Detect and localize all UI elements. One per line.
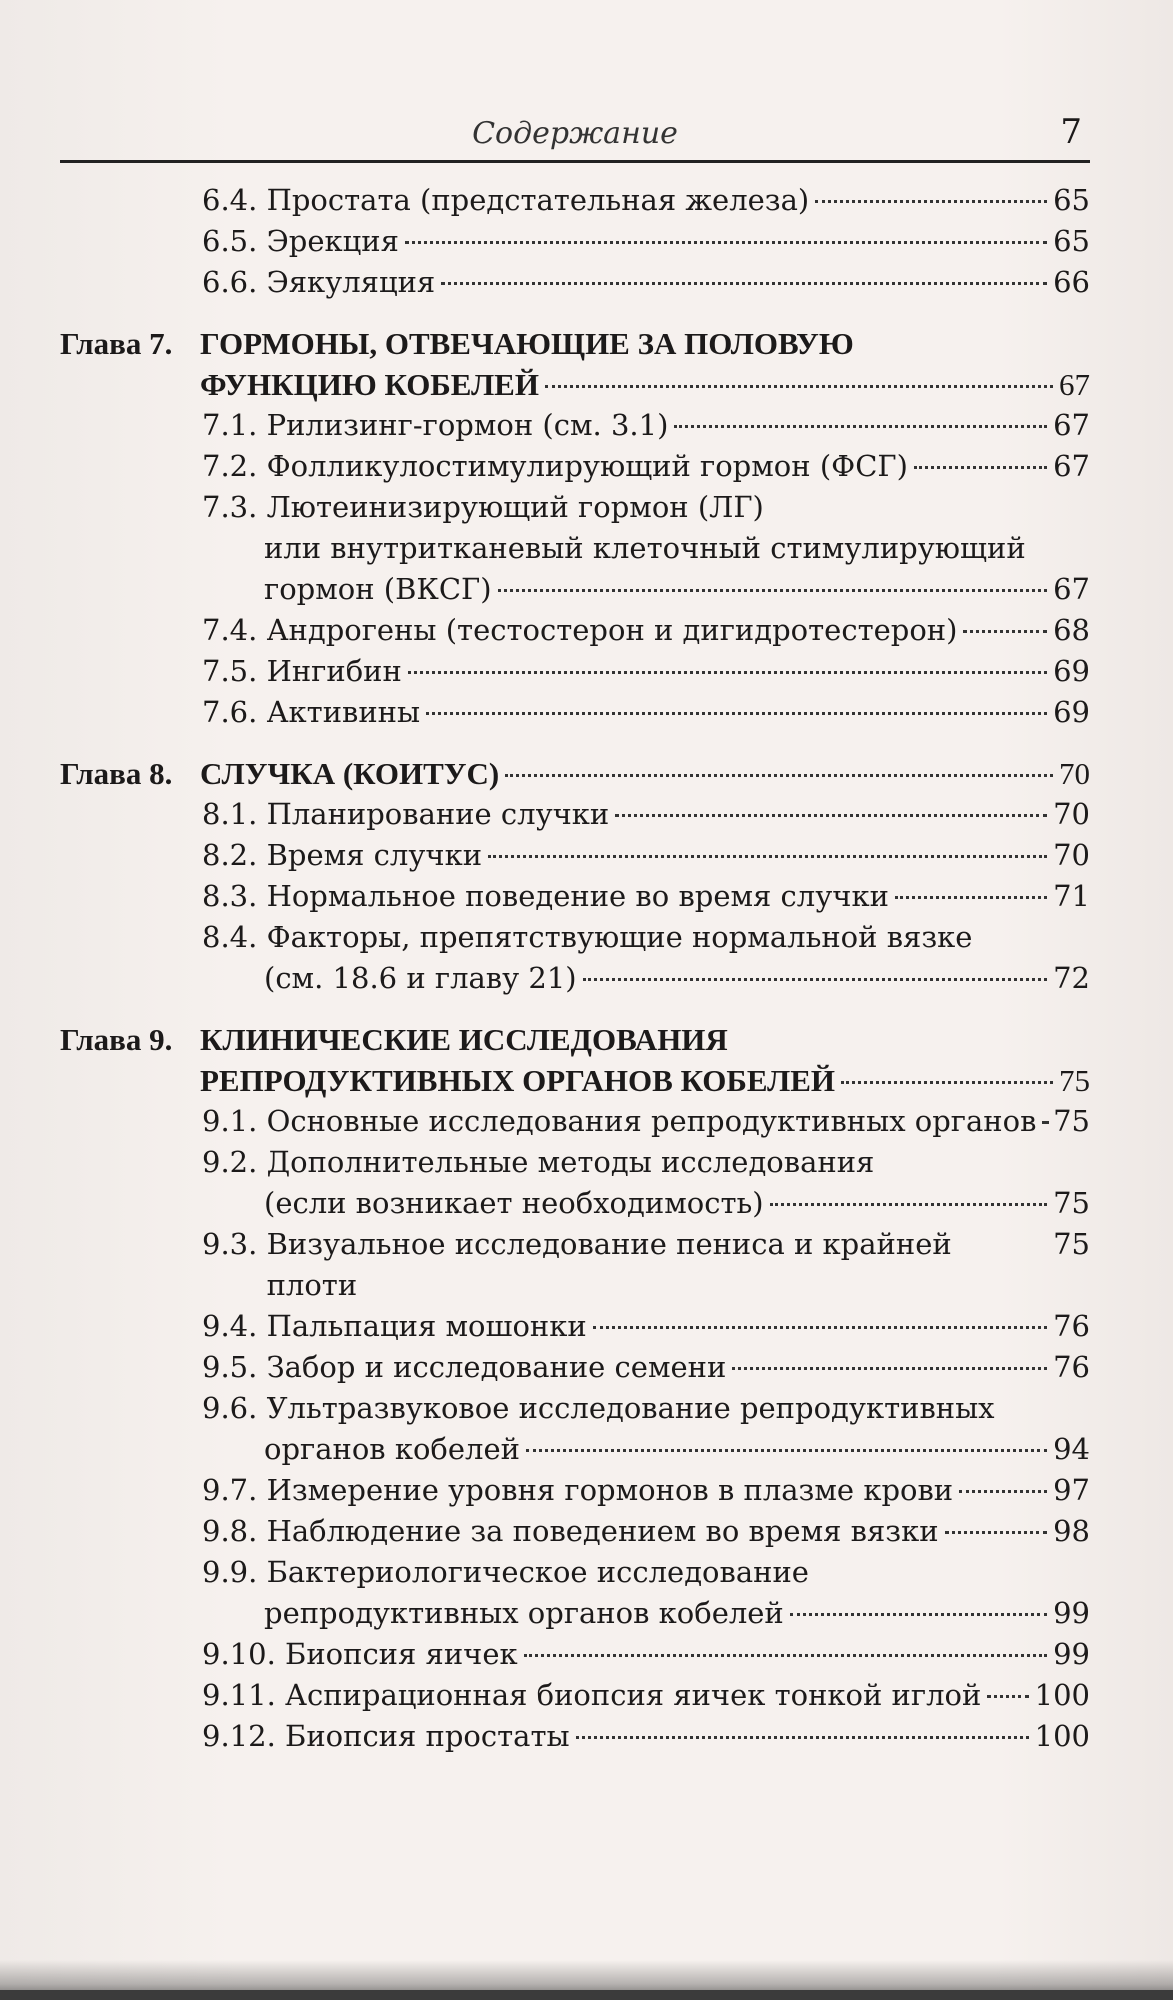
toc-entry-title: Пальпация мошонки bbox=[266, 1309, 587, 1343]
toc-entry bbox=[60, 405, 1090, 446]
toc-entry-num: 7.1. bbox=[202, 408, 258, 442]
toc-entry-page: 75 bbox=[1053, 1104, 1090, 1138]
toc-entry-title: гормон (ВКСГ) bbox=[264, 572, 492, 606]
toc-entry-title: Забор и исследование семени bbox=[266, 1350, 727, 1384]
toc-entry bbox=[60, 1716, 1090, 1757]
toc-entry-title: Измерение уровня гормонов в плазме крови bbox=[266, 1473, 954, 1507]
chapter-heading bbox=[60, 1019, 1090, 1101]
toc-entry-title: Эякуляция bbox=[266, 265, 436, 299]
toc-entry-title: Аспирационная биопсия яичек тонкой иглой bbox=[285, 1678, 982, 1712]
toc-entry-page: 100 bbox=[1034, 1719, 1090, 1753]
toc-entry-title: Рилизинг-гормон (см. 3.1) bbox=[266, 408, 669, 442]
chapter-page: 75 bbox=[1059, 1063, 1090, 1098]
toc-entry-num: 6.4. bbox=[202, 183, 258, 217]
toc-entry-title: репродуктивных органов кобелей bbox=[264, 1596, 784, 1630]
toc-entry-title: Основные исследования репродуктивных органов bbox=[266, 1104, 1037, 1138]
toc-entry bbox=[60, 692, 1090, 733]
toc-entry-page: 69 bbox=[1053, 695, 1090, 729]
toc-entry-num: 8.4. bbox=[202, 920, 258, 954]
toc-entry-title: органов кобелей bbox=[264, 1432, 520, 1466]
toc-entry-title: Бактериологическое исследование bbox=[266, 1555, 809, 1589]
toc-entry-num: 9.5. bbox=[202, 1350, 258, 1384]
toc-entry-page: 75 bbox=[1053, 1186, 1090, 1220]
toc-entry-num: 7.6. bbox=[202, 695, 258, 729]
toc-entry-page: 67 bbox=[1053, 449, 1090, 483]
running-head bbox=[60, 108, 1090, 163]
toc-entry-page: 70 bbox=[1053, 797, 1090, 831]
toc-entry-title: Биопсия яичек bbox=[285, 1637, 518, 1671]
toc-entry bbox=[60, 917, 1090, 999]
toc-entry-title: Дополнительные методы исследования bbox=[266, 1145, 875, 1179]
toc-entry-title: Факторы, препятствующие нормальной вязке bbox=[266, 920, 973, 954]
toc-entry-num: 9.2. bbox=[202, 1145, 258, 1179]
toc-entry-num: 7.3. bbox=[202, 490, 258, 524]
chapter-title-line: ГОРМОНЫ, ОТВЕЧАЮЩИЕ ЗА ПОЛОВУЮ bbox=[200, 326, 854, 361]
toc-entry-title: Эрекция bbox=[266, 224, 399, 258]
chapter-label: Глава 9. bbox=[60, 1022, 173, 1057]
toc-entry-num: 9.10. bbox=[202, 1637, 276, 1671]
chapter-title-line: КЛИНИЧЕСКИЕ ИССЛЕДОВАНИЯ bbox=[200, 1022, 728, 1057]
toc-entry-title: Наблюдение за поведением во время вязки bbox=[266, 1514, 939, 1548]
chapter-title-line: СЛУЧКА (КОИТУС) bbox=[200, 756, 500, 791]
page-edge bbox=[0, 1990, 1173, 2000]
toc-entry-num: 6.5. bbox=[202, 224, 258, 258]
toc-entry-page: 75 bbox=[1053, 1227, 1090, 1261]
toc-entry-title: Ингибин bbox=[266, 654, 402, 688]
toc-entry-title: Нормальное поведение во время случки bbox=[266, 879, 889, 913]
toc-entry-title: (см. 18.6 и главу 21) bbox=[264, 961, 577, 995]
toc-entry-num: 9.11. bbox=[202, 1678, 276, 1712]
toc-entry bbox=[60, 1306, 1090, 1347]
toc-entry-page: 76 bbox=[1053, 1350, 1090, 1384]
toc-entry-title: Планирование случки bbox=[266, 797, 610, 831]
toc-entry-title: Визуальное исследование пениса и крайней плоти bbox=[266, 1227, 952, 1302]
toc-entry bbox=[60, 1511, 1090, 1552]
chapter-title-line: РЕПРОДУКТИВНЫХ ОРГАНОВ КОБЕЛЕЙ bbox=[200, 1063, 836, 1098]
toc-entry-title: (если возникает необходимость) bbox=[264, 1186, 764, 1220]
toc-entry-page: 94 bbox=[1053, 1432, 1090, 1466]
toc-entry-title: Лютеинизирующий гормон (ЛГ) bbox=[266, 490, 764, 524]
toc-entry-num: 7.4. bbox=[202, 613, 258, 647]
toc-entry bbox=[60, 1388, 1090, 1470]
toc-entry bbox=[60, 262, 1090, 303]
toc-entry-page: 66 bbox=[1053, 265, 1090, 299]
toc-entry-title: Ультразвуковое исследование репродуктивных bbox=[266, 1391, 995, 1425]
toc-entry-title: Активины bbox=[266, 695, 421, 729]
toc-entry-num: 9.12. bbox=[202, 1719, 276, 1753]
toc-entry-num: 9.7. bbox=[202, 1473, 258, 1507]
toc-entry bbox=[60, 651, 1090, 692]
chapter-heading bbox=[60, 753, 1090, 794]
toc-entry bbox=[60, 610, 1090, 651]
toc-entry-page: 69 bbox=[1053, 654, 1090, 688]
chapter-page: 67 bbox=[1059, 367, 1090, 402]
toc-entry bbox=[60, 180, 1090, 221]
chapter-heading bbox=[60, 323, 1090, 405]
toc-entry-num: 7.5. bbox=[202, 654, 258, 688]
toc-entry bbox=[60, 1224, 1090, 1306]
toc-entry-title: Андрогены (тестостерон и дигидротестерон) bbox=[266, 613, 958, 647]
toc-entry bbox=[60, 835, 1090, 876]
toc-entry-page: 65 bbox=[1053, 224, 1090, 258]
toc-entry bbox=[60, 876, 1090, 917]
toc-entry-num: 9.1. bbox=[202, 1104, 258, 1138]
toc-entry-page: 97 bbox=[1053, 1473, 1090, 1507]
toc-entry-title: Время случки bbox=[266, 838, 483, 872]
toc-entry-num: 7.2. bbox=[202, 449, 258, 483]
toc-entry bbox=[60, 1634, 1090, 1675]
toc-entry-page: 71 bbox=[1053, 879, 1090, 913]
toc-entry bbox=[60, 1142, 1090, 1224]
toc-entry-page: 72 bbox=[1053, 961, 1090, 995]
toc-entry-num: 9.4. bbox=[202, 1309, 258, 1343]
toc-entry bbox=[60, 1347, 1090, 1388]
toc-entry-page: 98 bbox=[1053, 1514, 1090, 1548]
toc-entry bbox=[60, 1470, 1090, 1511]
toc-entry-page: 68 bbox=[1053, 613, 1090, 647]
toc-entry bbox=[60, 487, 1090, 610]
toc-entry-num: 6.6. bbox=[202, 265, 258, 299]
toc-entry-page: 67 bbox=[1053, 572, 1090, 606]
toc-entry-page: 100 bbox=[1034, 1678, 1090, 1712]
toc-entry-num: 9.6. bbox=[202, 1391, 258, 1425]
toc-entry-num: 9.8. bbox=[202, 1514, 258, 1548]
page-number: 7 bbox=[1060, 112, 1082, 152]
toc-entry bbox=[60, 1101, 1090, 1142]
toc-entry-num: 8.1. bbox=[202, 797, 258, 831]
table-of-contents bbox=[60, 180, 1090, 1757]
toc-entry-page: 76 bbox=[1053, 1309, 1090, 1343]
toc-entry-num: 8.3. bbox=[202, 879, 258, 913]
toc-entry bbox=[60, 1675, 1090, 1716]
chapter-label: Глава 7. bbox=[60, 326, 173, 361]
toc-entry-page: 70 bbox=[1053, 838, 1090, 872]
chapter-label: Глава 8. bbox=[60, 756, 173, 791]
toc-entry bbox=[60, 1552, 1090, 1634]
toc-entry bbox=[60, 446, 1090, 487]
toc-entry-page: 65 bbox=[1053, 183, 1090, 217]
chapter-page: 70 bbox=[1059, 756, 1090, 791]
toc-entry-num: 8.2. bbox=[202, 838, 258, 872]
toc-entry-title: Фолликулостимулирующий гормон (ФСГ) bbox=[266, 449, 908, 483]
toc-entry bbox=[60, 221, 1090, 262]
toc-entry-page: 99 bbox=[1053, 1637, 1090, 1671]
toc-entry-num: 9.9. bbox=[202, 1555, 258, 1589]
toc-entry-title: или внутритканевый клеточный стимулирующий bbox=[264, 531, 1026, 565]
running-title: Содержание bbox=[472, 116, 678, 151]
chapter-title-line: ФУНКЦИЮ КОБЕЛЕЙ bbox=[200, 367, 539, 402]
toc-entry-title: Биопсия простаты bbox=[285, 1719, 570, 1753]
toc-entry bbox=[60, 794, 1090, 835]
toc-entry-num: 9.3. bbox=[202, 1227, 258, 1261]
toc-entry-page: 67 bbox=[1053, 408, 1090, 442]
toc-entry-page: 99 bbox=[1053, 1596, 1090, 1630]
toc-entry-title: Простата (предстательная железа) bbox=[266, 183, 810, 217]
